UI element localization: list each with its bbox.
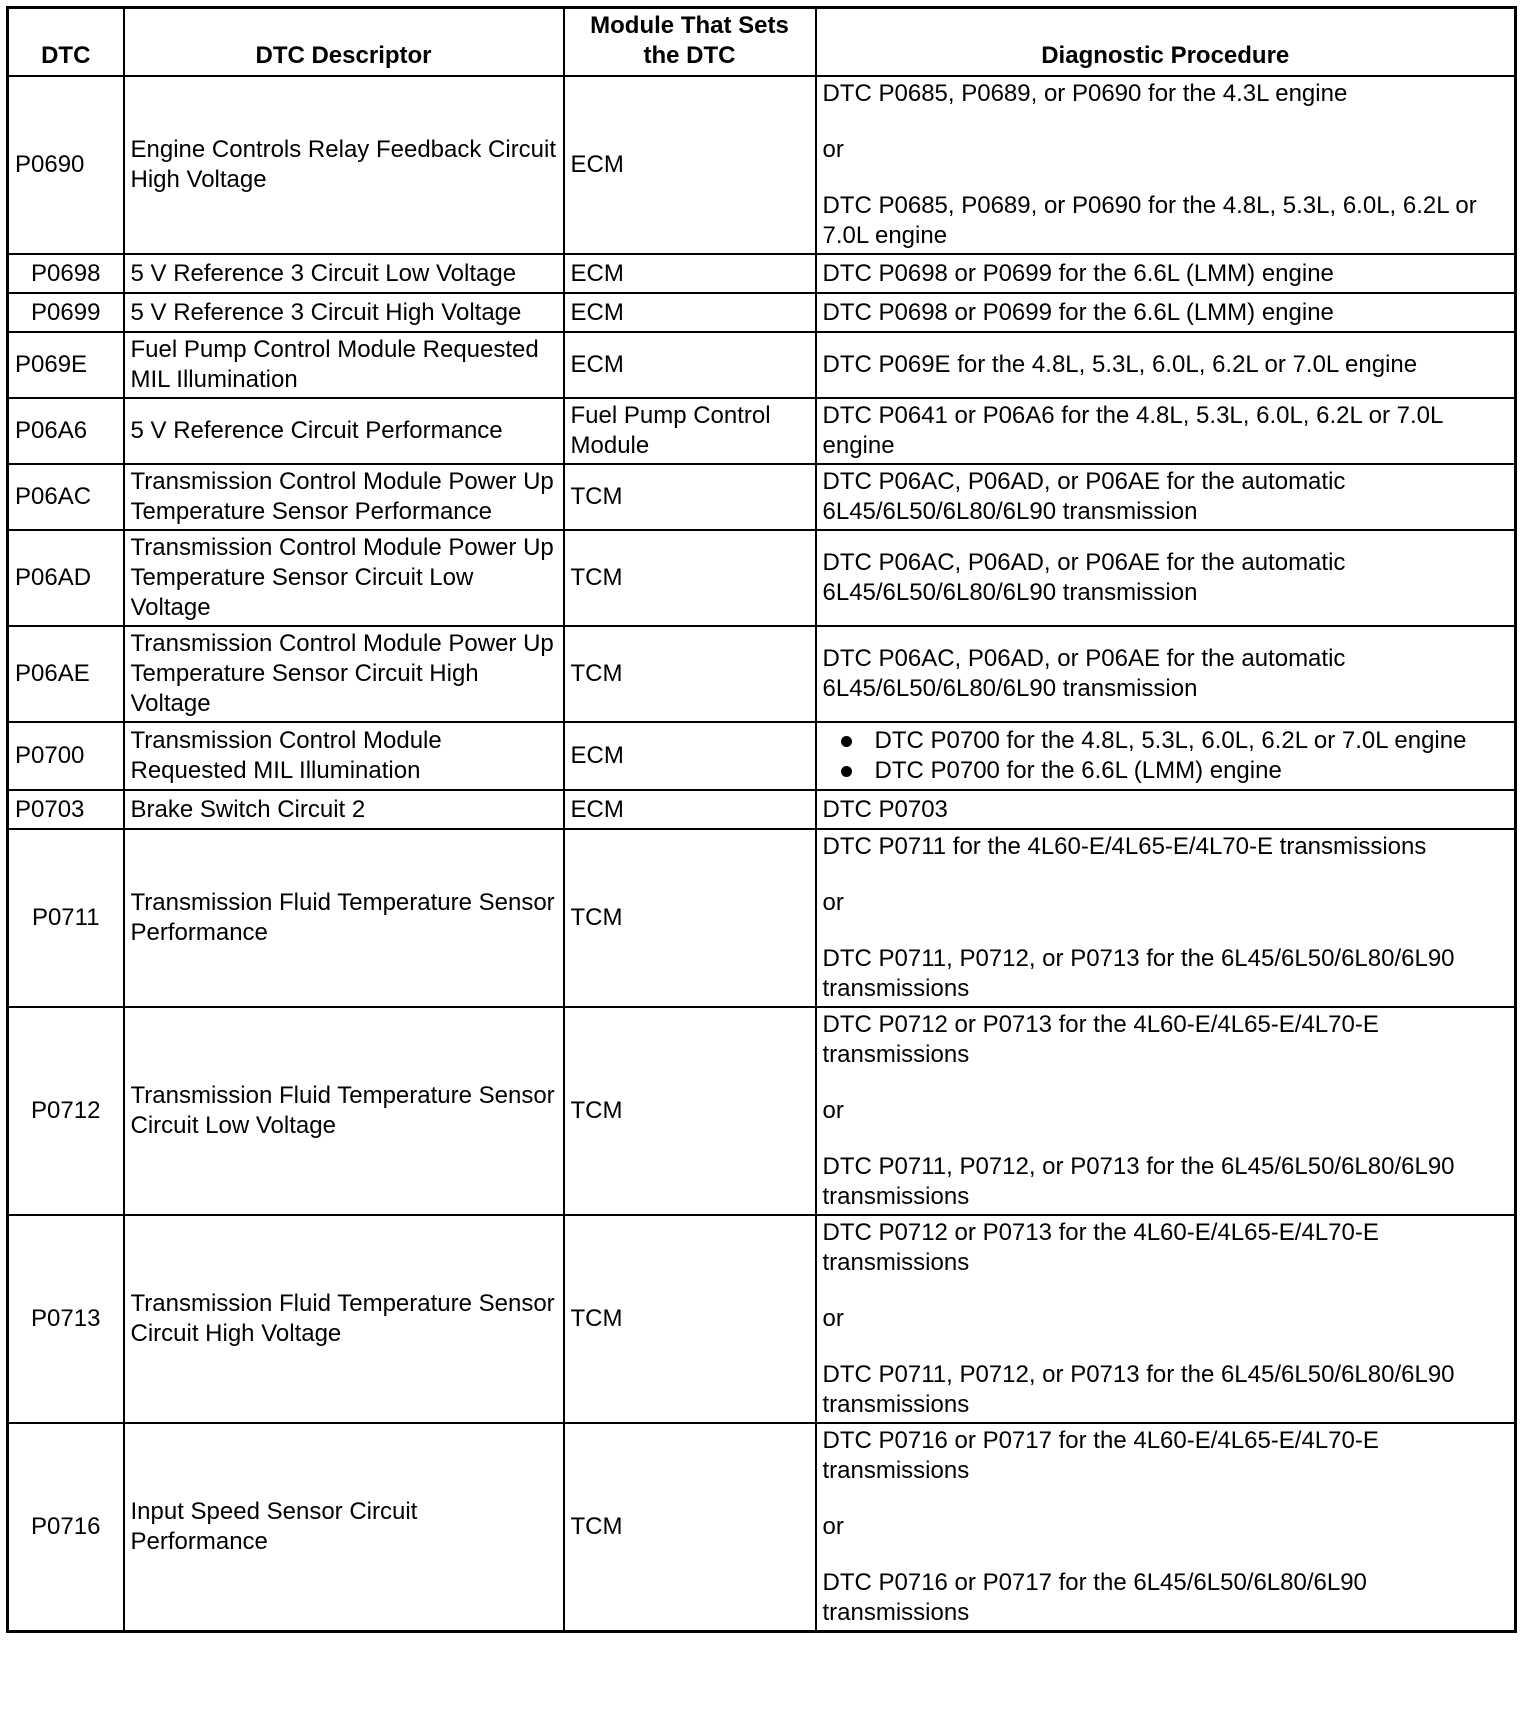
dtc-code-cell: P0690 (8, 76, 124, 254)
table-header (8, 8, 1516, 77)
diagnostic-procedure-cell (816, 254, 1516, 293)
table-row (8, 398, 1516, 464)
diagnostic-procedure-cell (816, 464, 1516, 530)
procedure-spacer (823, 1334, 1509, 1360)
procedure-spacer (823, 1542, 1509, 1568)
procedure-line: DTC P0711, P0712, or P0713 for the 6L45/6L50/6L80/6L90 transmissions (822, 1361, 1455, 1418)
dtc-descriptor-cell: 5 V Reference 3 Circuit High Voltage (124, 293, 564, 332)
diagnostic-procedure-cell (816, 398, 1516, 464)
table-row (8, 464, 1516, 530)
diagnostic-procedure-cell (816, 626, 1516, 722)
dtc-code-cell: P069E (8, 332, 124, 398)
procedure-line: DTC P0641 or P06A6 for the 4.8L, 5.3L, 6.0L, 6.2L or 7.0L engine (822, 402, 1443, 459)
procedure-or-separator: or (822, 1097, 844, 1124)
module-cell: ECM (564, 76, 816, 254)
dtc-descriptor-cell: Transmission Control Module Requested MIL Illumination (124, 722, 564, 790)
procedure-spacer (823, 918, 1509, 944)
diagnostic-procedure-cell (816, 722, 1516, 790)
table-body (8, 76, 1516, 1632)
dtc-descriptor-cell: Brake Switch Circuit 2 (124, 790, 564, 829)
diagnostic-procedure-cell (816, 530, 1516, 626)
module-cell: TCM (564, 530, 816, 626)
table-row (8, 722, 1516, 790)
diagnostic-procedure-cell (816, 829, 1516, 1007)
table-row (8, 332, 1516, 398)
procedure-bullet-item: DTC P0700 for the 4.8L, 5.3L, 6.0L, 6.2L or 7.0L engine (875, 726, 1509, 756)
dtc-descriptor-cell: Transmission Fluid Temperature Sensor Performance (124, 829, 564, 1007)
dtc-table-container (6, 6, 1517, 1633)
table-row (8, 530, 1516, 626)
procedure-line: DTC P0711, P0712, or P0713 for the 6L45/6L50/6L80/6L90 transmissions (822, 1153, 1455, 1210)
table-row (8, 1007, 1516, 1215)
dtc-code-cell: P0703 (8, 790, 124, 829)
table-row (8, 254, 1516, 293)
procedure-line: DTC P06AC, P06AD, or P06AE for the automatic 6L45/6L50/6L80/6L90 transmission (822, 645, 1346, 702)
dtc-code-cell: P0711 (8, 829, 124, 1007)
table-row (8, 829, 1516, 1007)
dtc-code-cell: P0712 (8, 1007, 124, 1215)
dtc-descriptor-cell: Transmission Fluid Temperature Sensor Circuit High Voltage (124, 1215, 564, 1423)
header-module: Module That Sets the DTC (564, 8, 816, 77)
table-row (8, 1215, 1516, 1423)
table-row (8, 76, 1516, 254)
module-cell: Fuel Pump Control Module (564, 398, 816, 464)
dtc-code-cell: P0713 (8, 1215, 124, 1423)
header-row (8, 8, 1516, 77)
table-row (8, 1423, 1516, 1632)
module-cell: TCM (564, 1215, 816, 1423)
procedure-or-separator: or (822, 1513, 844, 1540)
header-procedure: Diagnostic Procedure (816, 8, 1516, 77)
dtc-descriptor-cell: Engine Controls Relay Feedback Circuit High Voltage (124, 76, 564, 254)
module-cell: TCM (564, 464, 816, 530)
table-row (8, 626, 1516, 722)
dtc-descriptor-cell: 5 V Reference 3 Circuit Low Voltage (124, 254, 564, 293)
procedure-or-separator: or (822, 889, 844, 916)
procedure-line: DTC P0711 for the 4L60-E/4L65-E/4L70-E transmissions (822, 833, 1427, 860)
procedure-line: DTC P0685, P0689, or P0690 for the 4.8L, 5.3L, 6.0L, 6.2L or 7.0L engine (822, 192, 1477, 249)
module-cell: ECM (564, 790, 816, 829)
diagnostic-procedure-cell (816, 1007, 1516, 1215)
procedure-spacer (823, 109, 1509, 135)
procedure-line: DTC P0703 (822, 795, 948, 823)
procedure-line: DTC P0712 or P0713 for the 4L60-E/4L65-E/4L70-E transmissions (822, 1011, 1379, 1068)
module-cell: ECM (564, 293, 816, 332)
module-cell: TCM (564, 829, 816, 1007)
dtc-descriptor-cell: Transmission Control Module Power Up Temperature Sensor Performance (124, 464, 564, 530)
procedure-spacer (823, 1126, 1509, 1152)
procedure-bullet-list (823, 726, 1509, 786)
module-cell: TCM (564, 1423, 816, 1632)
procedure-line: DTC P0711, P0712, or P0713 for the 6L45/6L50/6L80/6L90 transmissions (822, 945, 1455, 1002)
module-cell: ECM (564, 332, 816, 398)
dtc-code-cell: P06AE (8, 626, 124, 722)
procedure-line: DTC P0712 or P0713 for the 4L60-E/4L65-E/4L70-E transmissions (822, 1219, 1379, 1276)
diagnostic-procedure-cell (816, 1215, 1516, 1423)
dtc-descriptor-cell: Input Speed Sensor Circuit Performance (124, 1423, 564, 1632)
dtc-descriptor-cell: 5 V Reference Circuit Performance (124, 398, 564, 464)
dtc-code-cell: P0699 (8, 293, 124, 332)
diagnostic-procedure-cell (816, 1423, 1516, 1632)
procedure-line: DTC P06AC, P06AD, or P06AE for the automatic 6L45/6L50/6L80/6L90 transmission (822, 468, 1346, 525)
header-descriptor: DTC Descriptor (124, 8, 564, 77)
dtc-table (6, 6, 1517, 1633)
table-row (8, 790, 1516, 829)
dtc-code-cell: P0698 (8, 254, 124, 293)
module-cell: ECM (564, 254, 816, 293)
dtc-descriptor-cell: Transmission Fluid Temperature Sensor Circuit Low Voltage (124, 1007, 564, 1215)
procedure-line: DTC P069E for the 4.8L, 5.3L, 6.0L, 6.2L or 7.0L engine (822, 351, 1418, 378)
module-cell: ECM (564, 722, 816, 790)
dtc-descriptor-cell: Transmission Control Module Power Up Temperature Sensor Circuit High Voltage (124, 626, 564, 722)
diagnostic-procedure-cell (816, 76, 1516, 254)
header-dtc: DTC (8, 8, 124, 77)
dtc-code-cell: P06AD (8, 530, 124, 626)
procedure-line: DTC P06AC, P06AD, or P06AE for the automatic 6L45/6L50/6L80/6L90 transmission (822, 549, 1346, 606)
diagnostic-procedure-cell (816, 332, 1516, 398)
procedure-spacer (823, 862, 1509, 888)
procedure-or-separator: or (822, 1305, 844, 1332)
procedure-spacer (823, 1070, 1509, 1096)
procedure-line: DTC P0685, P0689, or P0690 for the 4.3L engine (822, 80, 1348, 107)
dtc-code-cell: P06AC (8, 464, 124, 530)
procedure-spacer (823, 1486, 1509, 1512)
table-row (8, 293, 1516, 332)
module-cell: TCM (564, 1007, 816, 1215)
procedure-line: DTC P0716 or P0717 for the 4L60-E/4L65-E/4L70-E transmissions (822, 1427, 1379, 1484)
diagnostic-procedure-cell (816, 293, 1516, 332)
procedure-or-separator: or (822, 136, 844, 163)
procedure-line: DTC P0698 or P0699 for the 6.6L (LMM) engine (822, 259, 1334, 287)
procedure-line: DTC P0698 or P0699 for the 6.6L (LMM) engine (822, 298, 1334, 326)
dtc-code-cell: P0716 (8, 1423, 124, 1632)
module-cell: TCM (564, 626, 816, 722)
dtc-descriptor-cell: Transmission Control Module Power Up Temperature Sensor Circuit Low Voltage (124, 530, 564, 626)
procedure-line: DTC P0716 or P0717 for the 6L45/6L50/6L80/6L90 transmissions (822, 1569, 1367, 1626)
dtc-descriptor-cell: Fuel Pump Control Module Requested MIL Illumination (124, 332, 564, 398)
dtc-code-cell: P0700 (8, 722, 124, 790)
procedure-bullet-item: DTC P0700 for the 6.6L (LMM) engine (875, 756, 1509, 786)
procedure-spacer (823, 1278, 1509, 1304)
diagnostic-procedure-cell (816, 790, 1516, 829)
procedure-spacer (823, 165, 1509, 191)
dtc-code-cell: P06A6 (8, 398, 124, 464)
